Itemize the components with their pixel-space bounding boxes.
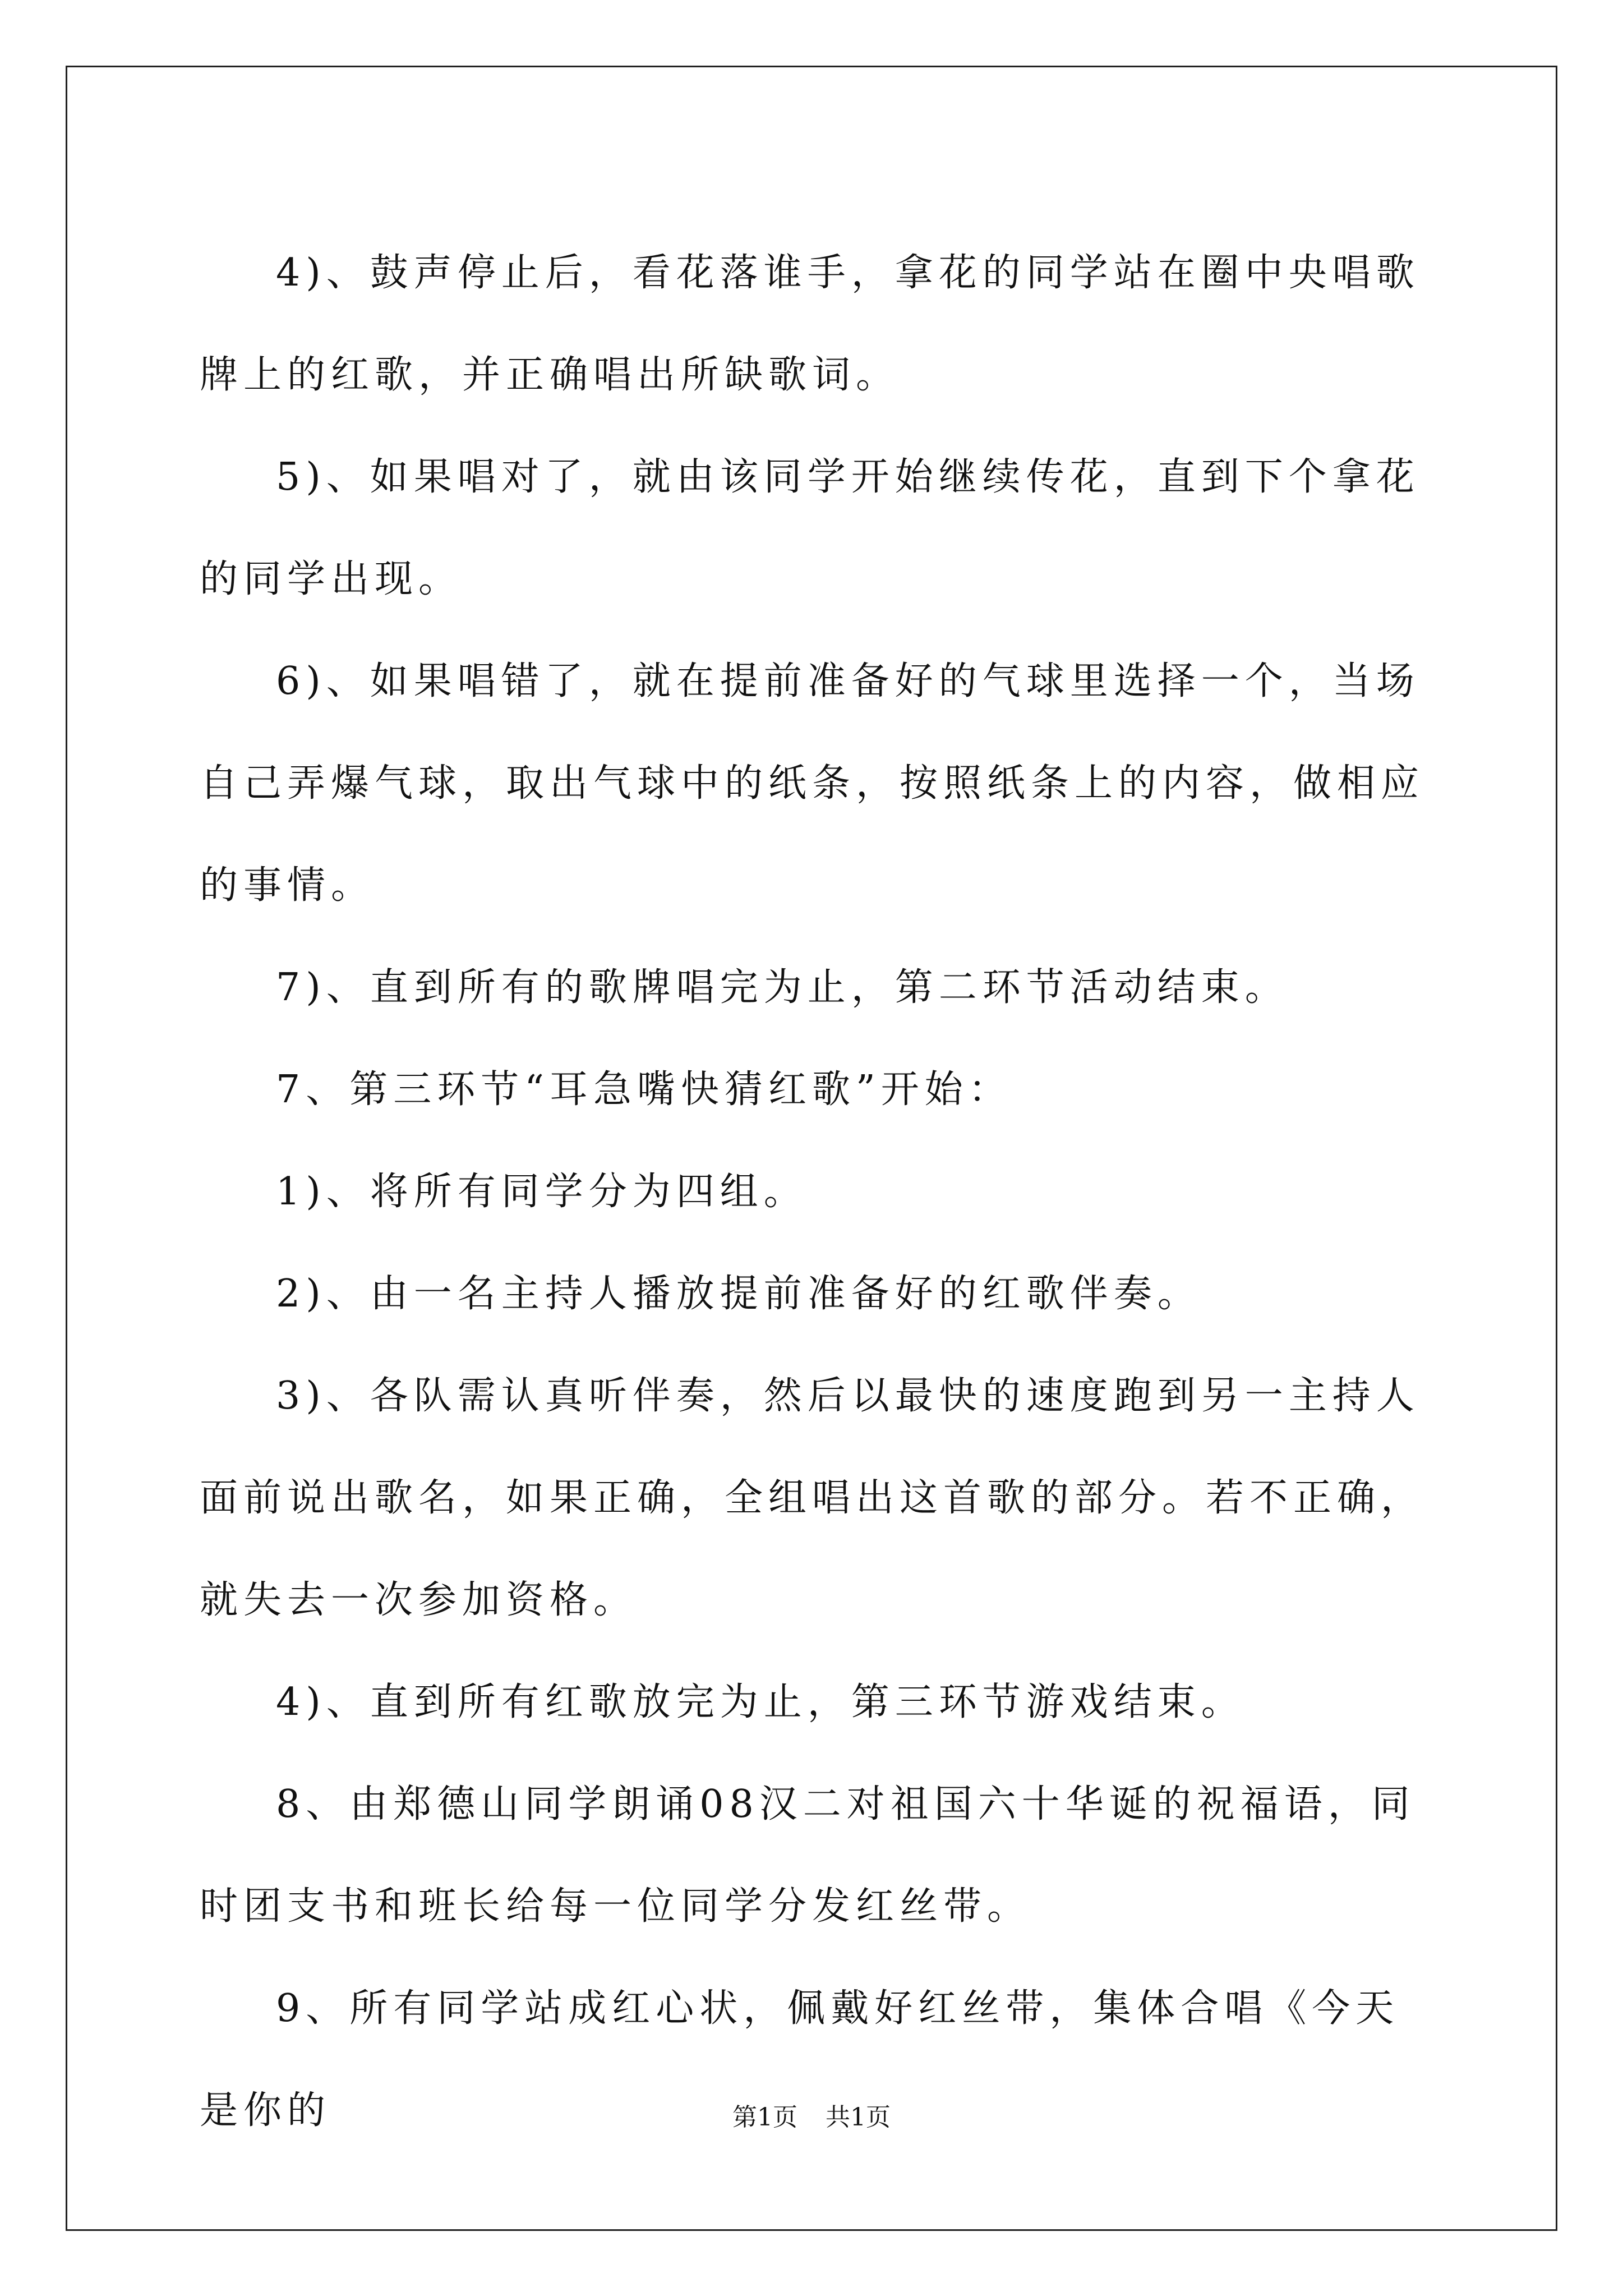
paragraph: 5)、如果唱对了，就由该同学开始继续传花，直到下个拿花的同学出现。 xyxy=(200,455,1420,601)
page-total: 共1页 xyxy=(826,2103,891,2132)
paragraph: 7)、直到所有的歌牌唱完为止，第二环节活动结束。 xyxy=(276,965,1289,1010)
paragraph: 8、由郑德山同学朗诵08汉二对祖国六十华诞的祝福语，同时团支书和班长给每一位同学分发红丝带。 xyxy=(200,1782,1415,1929)
paragraph: 1)、将所有同学分为四组。 xyxy=(276,1170,808,1214)
paragraph: 2)、由一名主持人播放提前准备好的红歌伴奏。 xyxy=(276,1272,1201,1316)
page-number: 第1页 xyxy=(732,2103,797,2132)
paragraph: 3)、各队需认真听伴奏，然后以最快的速度跑到另一主持人面前说出歌名，如果正确，全组唱出这首歌的部分。若不正确，就失去一次参加资格。 xyxy=(200,1374,1425,1622)
paragraph: 6)、如果唱错了，就在提前准备好的气球里选择一个，当场自己弄爆气球，取出气球中的纸条，按照纸条上的内容，做相应的事情。 xyxy=(200,659,1425,908)
document-body xyxy=(200,222,1428,2162)
paragraph: 9、所有同学站成红心状，佩戴好红丝带，集体合唱《今天是你的 xyxy=(200,1986,1400,2133)
paragraph: 4)、鼓声停止后，看花落谁手，拿花的同学站在圈中央唱歌牌上的红歌，并正确唱出所缺歌词。 xyxy=(200,251,1420,397)
paragraph: 7、第三环节“耳急嘴快猜红歌”开始： xyxy=(276,1068,1012,1112)
page-footer xyxy=(0,2101,1623,2134)
paragraph: 4)、直到所有红歌放完为止，第三环节游戏结束。 xyxy=(276,1680,1245,1724)
